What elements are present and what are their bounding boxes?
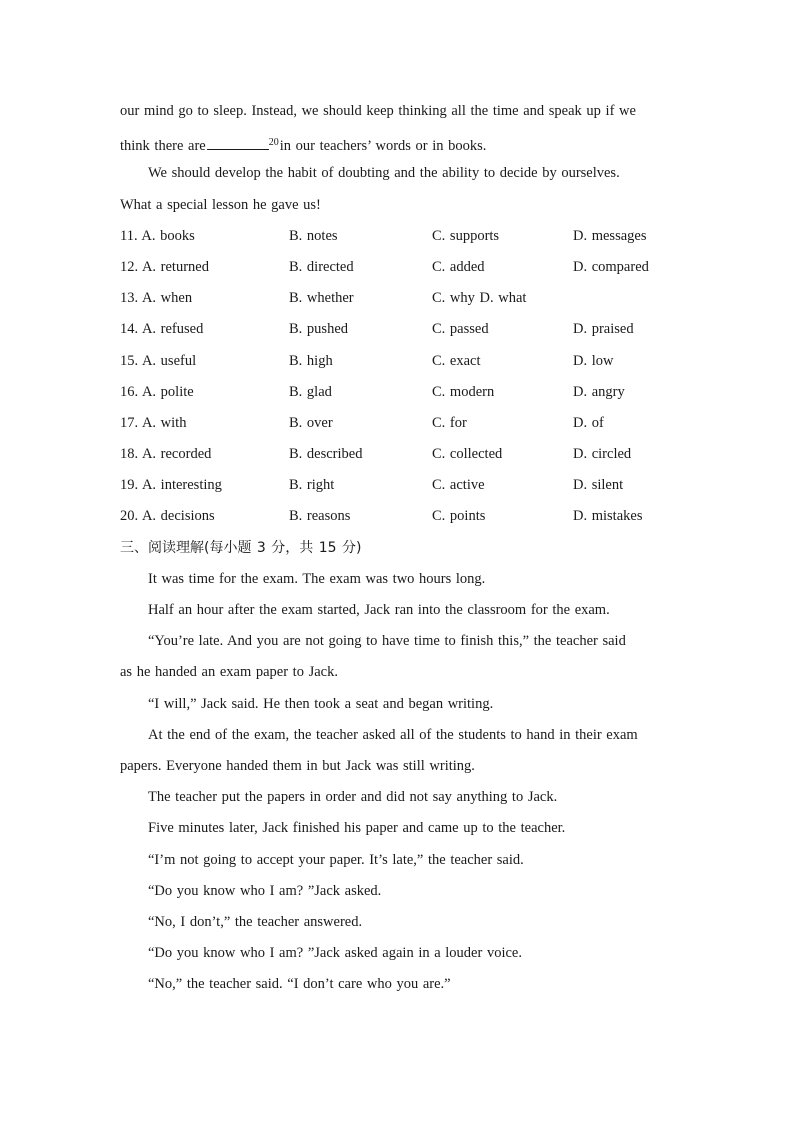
question-row [120, 252, 676, 283]
option-b: B. glad [289, 383, 332, 400]
reading-line: “I’m not going to accept your paper. It’s late,” the teacher said. [148, 851, 524, 868]
question-row [120, 377, 676, 408]
option-a: 17. A. with [120, 414, 187, 431]
reading-line: At the end of the exam, the teacher asked all of the students to hand in their exam [148, 726, 638, 743]
question-list [120, 221, 676, 533]
reading-passage [120, 564, 676, 1001]
blank-number: 20 [268, 137, 279, 149]
option-c: C. passed [432, 321, 489, 338]
reading-line: Half an hour after the exam started, Jack ran into the classroom for the exam. [148, 602, 610, 618]
reading-line: “You’re late. And you are not going to have time to finish this,” the teacher said [148, 633, 626, 650]
option-a: 15. A. useful [120, 352, 197, 369]
reading-line: “I will,” Jack said. He then took a seat and began writing. [148, 695, 494, 712]
option-d: D. circled [573, 446, 632, 463]
question-row [120, 439, 676, 470]
option-c: C. why D. what [432, 290, 527, 307]
reading-line: “No, I don’t,” the teacher answered. [148, 913, 363, 930]
passage-text: in our teachers’ words or in books. [279, 138, 487, 155]
option-a: 19. A. interesting [120, 477, 222, 494]
option-d: D. silent [573, 477, 624, 494]
option-a: 12. A. returned [120, 258, 209, 275]
option-c: C. points [432, 508, 486, 525]
option-b: B. described [289, 446, 363, 463]
option-c: C. active [432, 477, 485, 494]
option-b: B. over [289, 414, 333, 431]
passage-line: What a special lesson he gave us! [120, 196, 321, 213]
option-a: 13. A. when [120, 290, 193, 307]
option-a: 20. A. decisions [120, 508, 215, 525]
option-c: C. supports [432, 227, 500, 244]
option-b: B. reasons [289, 508, 351, 525]
option-d: D. messages [573, 227, 647, 244]
option-d: D. compared [573, 258, 649, 275]
option-d: D. of [573, 414, 604, 431]
option-d: D. praised [573, 321, 634, 338]
question-row [120, 346, 676, 377]
option-a: 18. A. recorded [120, 446, 212, 463]
option-a: 14. A. refused [120, 321, 204, 338]
passage-line: We should develop the habit of doubting and the ability to decide by ourselves. [148, 165, 620, 182]
document-page [120, 96, 676, 1000]
option-d: D. mistakes [573, 508, 643, 525]
option-c: C. for [432, 414, 467, 431]
option-c: C. collected [432, 446, 503, 463]
option-b: B. whether [289, 290, 354, 307]
option-c: C. added [432, 258, 485, 275]
question-row [120, 501, 676, 532]
option-b: B. right [289, 477, 335, 494]
reading-line: It was time for the exam. The exam was two hours long. [148, 570, 486, 587]
option-b: B. pushed [289, 321, 348, 338]
option-d: D. low [573, 352, 614, 369]
reading-line: papers. Everyone handed them in but Jack was still writing. [120, 757, 475, 774]
option-a: 11. A. books [120, 227, 195, 244]
question-row [120, 408, 676, 439]
reading-line: The teacher put the papers in order and did not say anything to Jack. [148, 789, 558, 806]
section-heading: 三、阅读理解(每小题 3 分，共 15 分) [120, 539, 362, 556]
option-b: B. notes [289, 227, 338, 244]
option-c: C. modern [432, 383, 495, 400]
question-row [120, 314, 676, 345]
option-b: B. high [289, 352, 333, 369]
reading-line: “No,” the teacher said. “I don’t care who you are.” [148, 976, 451, 993]
reading-line: as he handed an exam paper to Jack. [120, 664, 338, 681]
reading-line: “Do you know who I am? ”Jack asked. [148, 882, 382, 899]
option-d: D. angry [573, 383, 625, 400]
passage-text: think there are [120, 138, 206, 155]
passage-line: our mind go to sleep. Instead, we should keep thinking all the time and speak up if we [120, 103, 636, 119]
question-row [120, 470, 676, 501]
option-c: C. exact [432, 352, 481, 369]
option-a: 16. A. polite [120, 383, 194, 400]
passage-line-with-blank [120, 127, 676, 158]
question-row [120, 283, 676, 314]
option-b: B. directed [289, 258, 354, 275]
answer-blank [207, 135, 269, 150]
reading-line: Five minutes later, Jack finished his paper and came up to the teacher. [148, 820, 566, 837]
question-row [120, 221, 676, 252]
reading-line: “Do you know who I am? ”Jack asked again in a louder voice. [148, 945, 522, 962]
